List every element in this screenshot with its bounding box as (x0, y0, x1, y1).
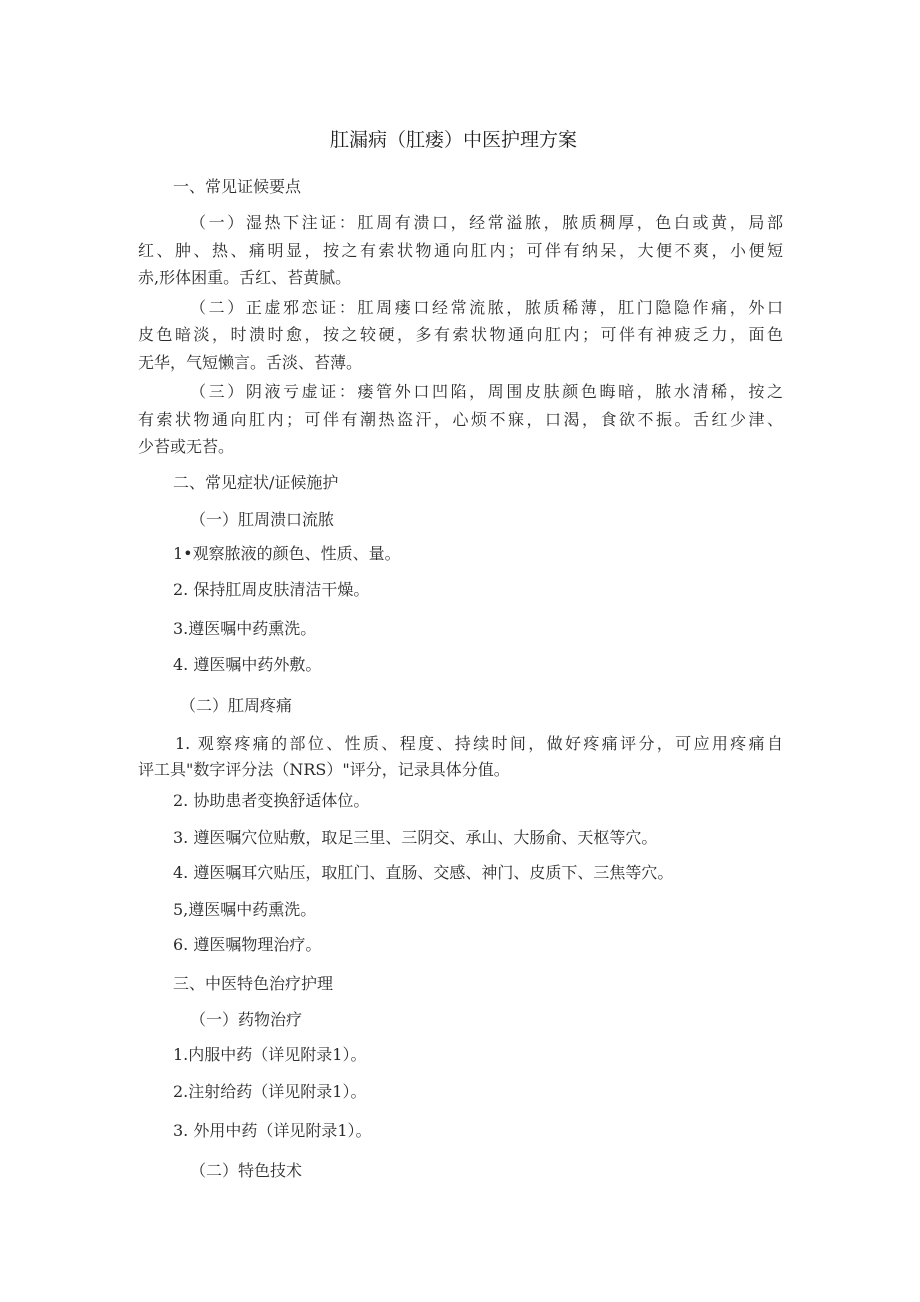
paragraph-line: （三）阴液亏虚证：瘘管外口凹陷，周围皮肤颜色晦暗，脓水清稀，按之 (190, 382, 783, 401)
list-item: 2. 保持肛周皮肤清洁干燥。 (173, 580, 370, 599)
section-1-heading: 一、常见证候要点 (173, 177, 302, 196)
list-item: 1•观察脓液的颜色、性质、量。 (173, 544, 401, 563)
list-item: 4. 遵医嘱耳穴贴压，取肛门、直肠、交感、神门、皮质下、三焦等穴。 (173, 863, 674, 882)
paragraph-line: 无华，气短懒言。舌淡、苔薄。 (138, 353, 363, 372)
list-item: 6. 遵医嘱物理治疗。 (173, 935, 322, 954)
paragraph-line: （二）正虚邪恋证：肛周瘘口经常流脓，脓质稀薄，肛门隐隐作痛，外口 (190, 298, 783, 317)
paragraph-line: 有索状物通向肛内；可伴有潮热盗汗，心烦不寐，口渴，食欲不振。舌红少津、 (138, 410, 783, 429)
list-item: 2. 协助患者变换舒适体位。 (173, 791, 370, 810)
subsection-heading: （二）肛周疼痛 (180, 696, 293, 715)
list-item: 1.内服中药（详见附录1）。 (173, 1045, 367, 1064)
list-item: 2.注射给药（详见附录1）。 (173, 1082, 367, 1101)
document-title: 肛漏病（肛瘘）中医护理方案 (330, 129, 578, 151)
paragraph-line: 赤,形体困重。舌红、苔黄腻。 (138, 268, 352, 287)
list-item: 4. 遵医嘱中药外敷。 (173, 655, 322, 674)
subsection-heading: （一）药物治疗 (190, 1010, 303, 1029)
subsection-heading: （一）肛周溃口流脓 (190, 510, 335, 529)
list-item: 3.遵医嘱中药熏洗。 (173, 619, 317, 638)
paragraph-line: （一）湿热下注证：肛周有溃口，经常溢脓，脓质稠厚，色白或黄，局部 (190, 213, 783, 232)
paragraph-line: 红、肿、热、痛明显，按之有索状物通向肛内；可伴有纳呆，大便不爽，小便短 (138, 241, 783, 260)
paragraph-line: 皮色暗淡，时溃时愈，按之较硬，多有索状物通向肛内；可伴有神疲乏力，面色 (138, 325, 783, 344)
subsection-heading: （二）特色技术 (190, 1161, 303, 1180)
list-item: 5,遵医嘱中药熏洗。 (173, 900, 317, 919)
section-3-heading: 三、中医特色治疗护理 (173, 974, 334, 993)
list-item: 3. 遵医嘱穴位贴敷，取足三里、三阴交、承山、大肠俞、天枢等穴。 (173, 828, 658, 847)
list-item: 3. 外用中药（详见附录1）。 (173, 1121, 372, 1140)
section-2-heading: 二、常见症状/证候施护 (173, 473, 339, 492)
list-item-continuation: 评工具"数字评分法（NRS）"评分，记录具体分值。 (138, 760, 510, 779)
paragraph-line: 少苔或无苔。 (138, 437, 235, 456)
list-item: 1. 观察疼痛的部位、性质、程度、持续时间，做好疼痛评分，可应用疼痛自 (175, 734, 783, 753)
